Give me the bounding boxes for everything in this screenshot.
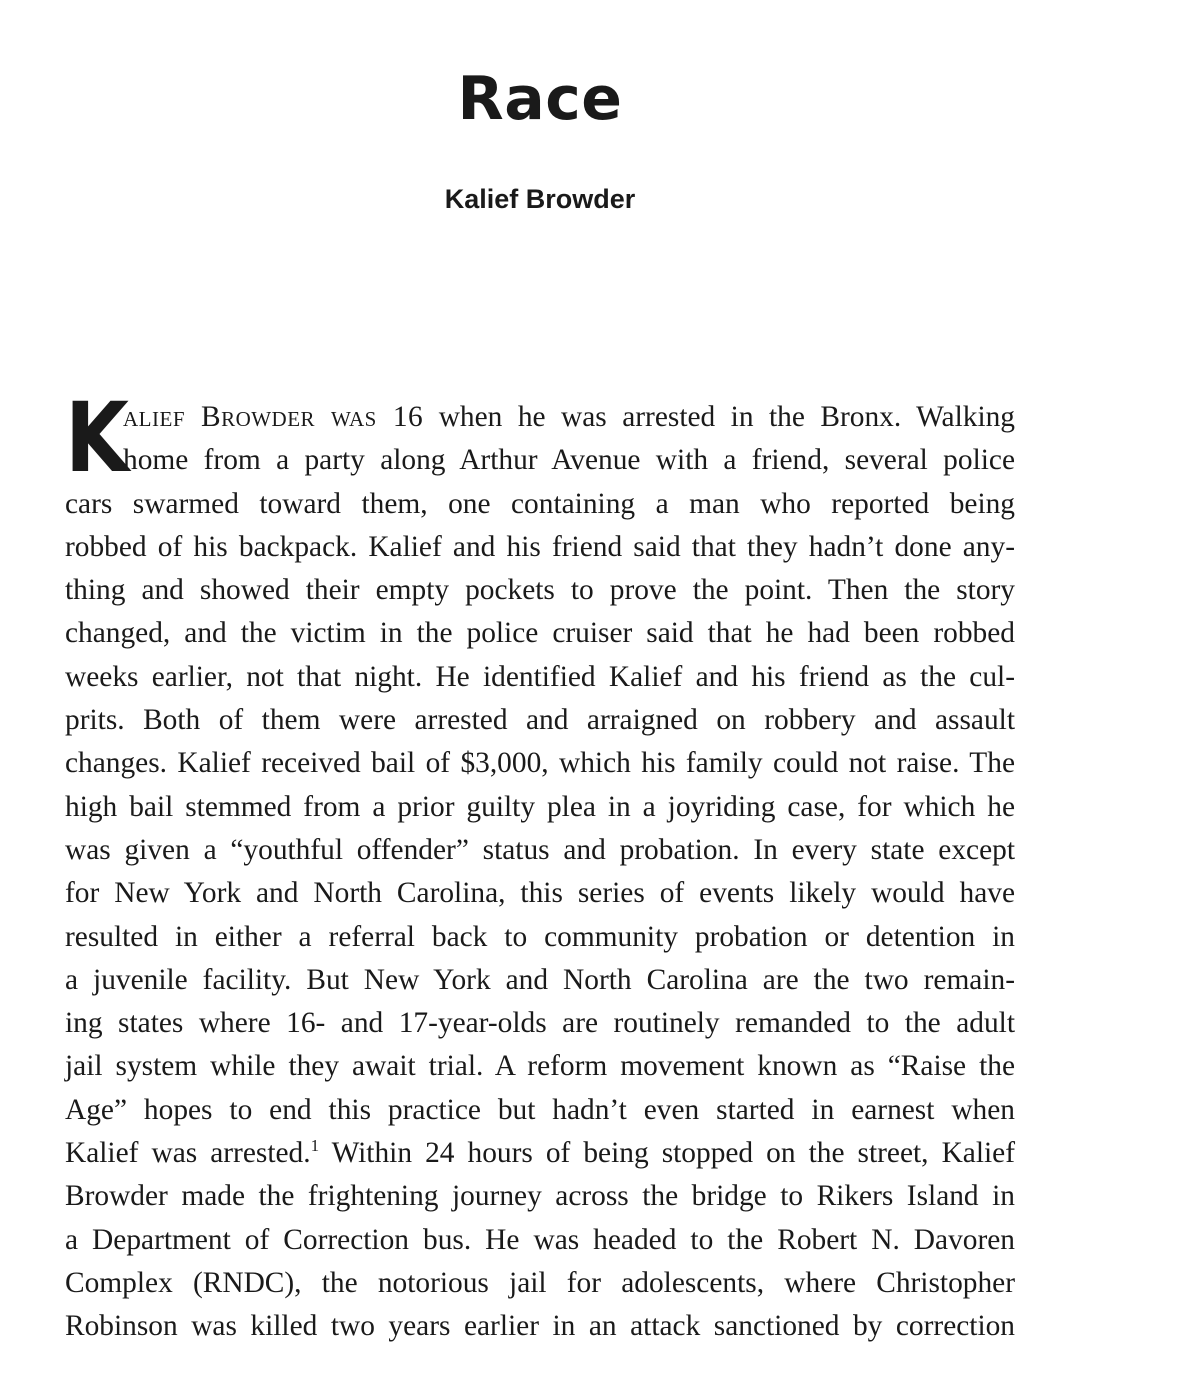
text-line: Age” hopes to end this practice but hadn’t even started in earnest when bbox=[65, 1093, 1015, 1126]
line-text: Kalief was arrested. bbox=[65, 1137, 311, 1170]
text-line: ing states where 16- and 17-year-olds are routinely remanded to the adult bbox=[65, 1007, 1015, 1040]
text-line bbox=[65, 396, 1015, 439]
text-line: home from a party along Arthur Avenue with a friend, several police bbox=[123, 444, 1015, 477]
text-line: Complex (RNDC), the notorious jail for adolescents, where Christopher bbox=[65, 1266, 1015, 1299]
text-line: resulted in either a referral back to community probation or detention in bbox=[65, 920, 1015, 953]
text-line: for New York and North Carolina, this series of events likely would have bbox=[65, 877, 1015, 910]
text-line: Robinson was killed two years earlier in an attack sanctioned by correction bbox=[65, 1310, 1015, 1343]
text-line: jail system while they await trial. A reform movement known as “Raise the bbox=[65, 1050, 1015, 1083]
text-line: was given a “youthful offender” status and probation. In every state except bbox=[65, 833, 1015, 866]
text-line: a juvenile facility. But New York and North Carolina are the two remain- bbox=[65, 963, 1015, 996]
line-text: when he was arrested in the Bronx. Walking bbox=[423, 401, 1015, 433]
chapter-title: Race bbox=[457, 64, 623, 134]
text-line: cars swarmed toward them, one containing a man who reported being bbox=[65, 487, 1015, 520]
drop-cap: K bbox=[65, 382, 129, 494]
footnote-marker[interactable]: 1 bbox=[310, 1136, 320, 1156]
text-line: a Department of Correction bus. He was headed to the Robert N. Davoren bbox=[65, 1223, 1015, 1256]
text-line: prits. Both of them were arrested and arraigned on robbery and assault bbox=[65, 704, 1015, 737]
text-line: weeks earlier, not that night. He identified Kalief and his friend as the cul- bbox=[65, 660, 1015, 693]
text-line: high bail stemmed from a prior guilty plea in a joyriding case, for which he bbox=[65, 790, 1015, 823]
text-line bbox=[65, 1132, 1015, 1175]
chapter-author: Kalief Browder bbox=[444, 184, 636, 214]
text-line: thing and showed their empty pockets to prove the point. Then the story bbox=[65, 574, 1015, 607]
opening-smallcaps: alief Browder was 16 bbox=[123, 401, 424, 433]
text-line: changes. Kalief received bail of $3,000, which his family could not raise. The bbox=[65, 747, 1015, 780]
text-line: changed, and the victim in the police cruiser said that he had been robbed bbox=[65, 617, 1015, 650]
line-text: Within 24 hours of being stopped on the street, Kalief bbox=[319, 1137, 1015, 1170]
text-line: Browder made the frightening journey across the bridge to Rikers Island in bbox=[65, 1180, 1015, 1213]
text-line: robbed of his backpack. Kalief and his friend said that they hadn’t done any- bbox=[65, 530, 1015, 563]
body-paragraph bbox=[65, 382, 1015, 1349]
